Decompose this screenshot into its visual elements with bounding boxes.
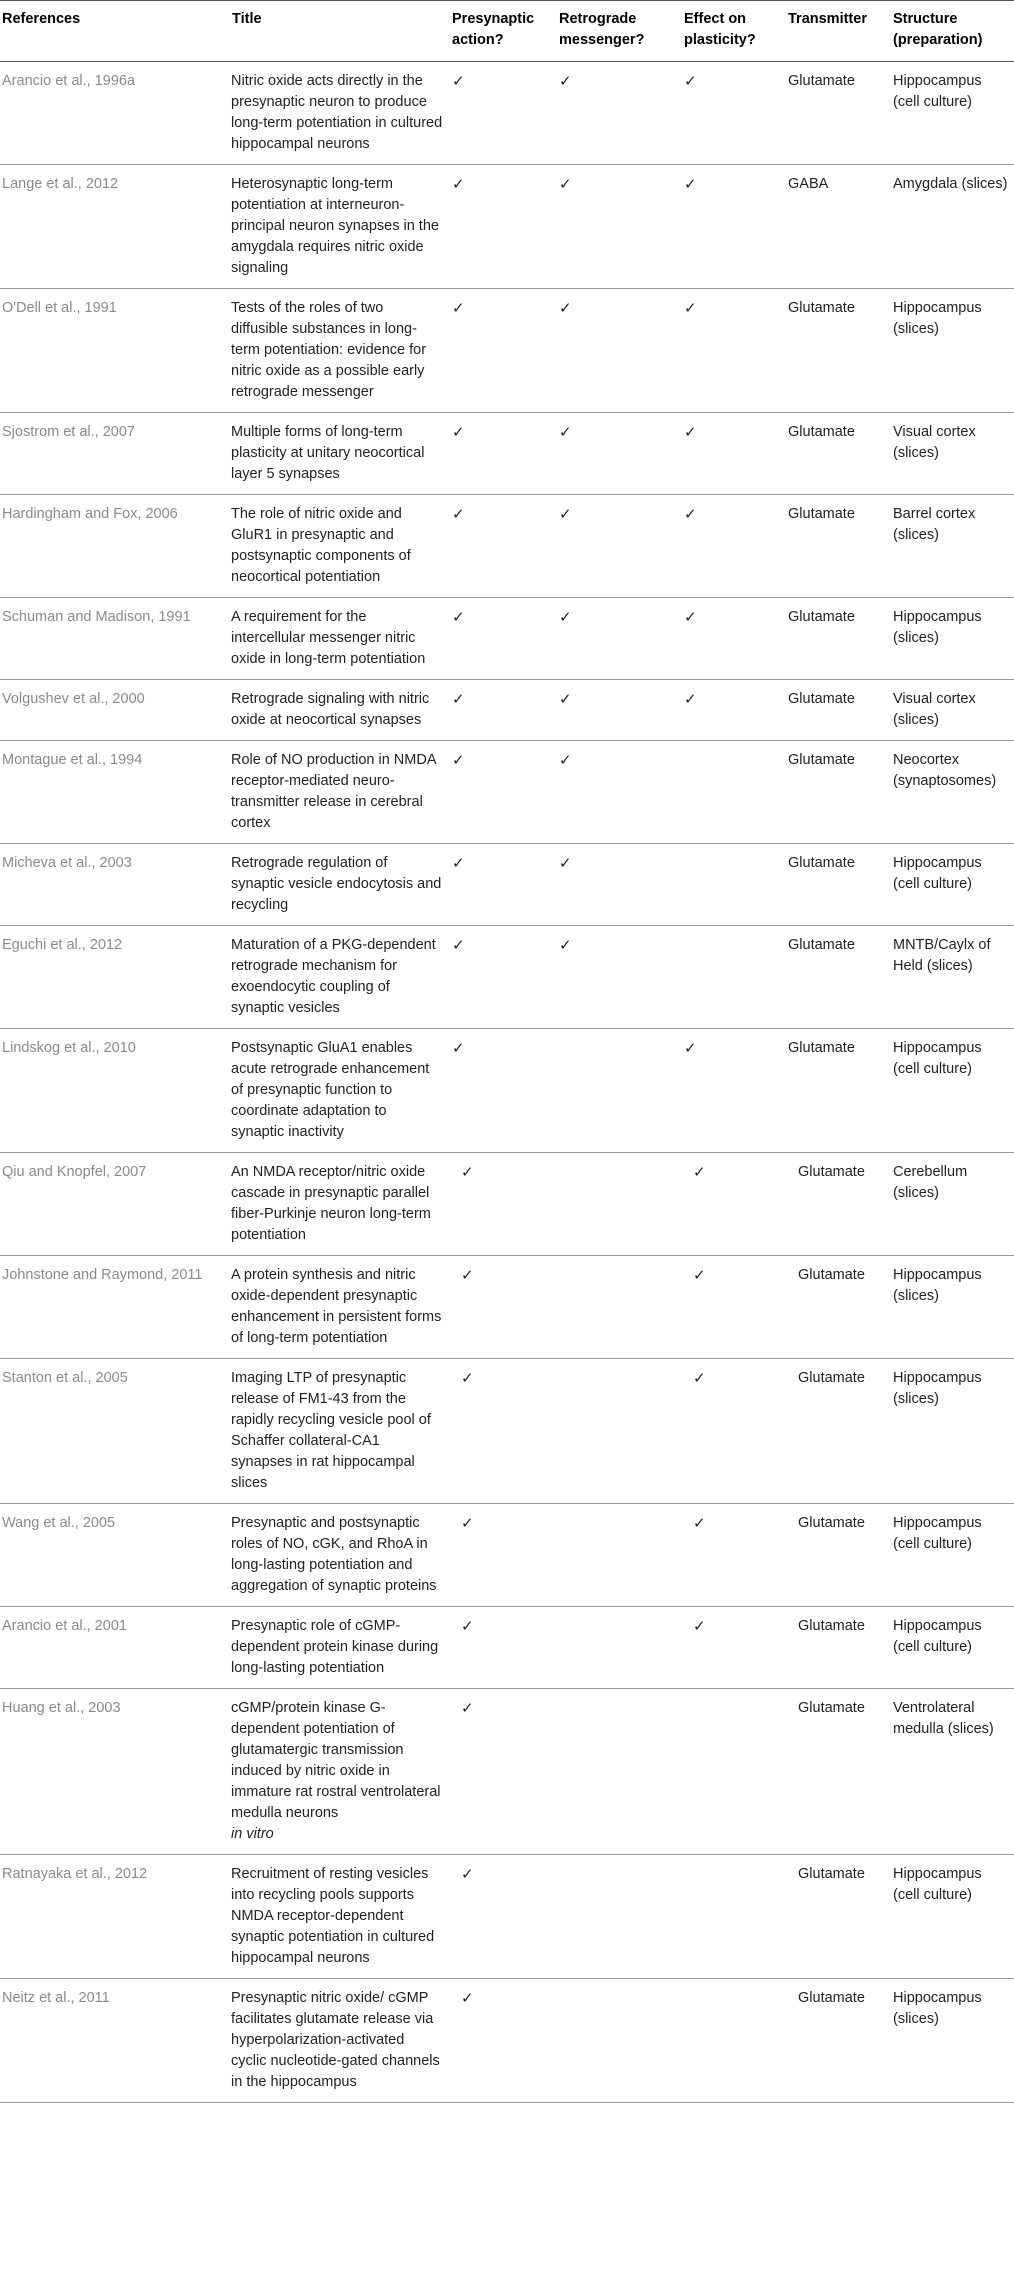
- reference-text: Huang et al., 2003: [2, 1700, 121, 1716]
- header-transmitter: Transmitter: [785, 1, 890, 62]
- title-text: Presynaptic nitric oxide/ cGMP facilitates glutamate release via hyperpolarization-activated cyclic nucleotide-gated channels in the hippocampus: [231, 1990, 440, 2090]
- transmitter-cell: [785, 1979, 890, 2103]
- header-presynaptic: Presynaptic action?: [449, 1, 556, 62]
- structure-text: Hippocampus (slices): [893, 609, 982, 646]
- reference-text: Arancio et al., 2001: [2, 1618, 127, 1634]
- reference-text: O'Dell et al., 1991: [2, 300, 117, 316]
- retrograde-check-cell: [556, 1256, 681, 1359]
- retrograde-check-cell: [556, 1359, 681, 1504]
- retrograde-check-cell: [556, 62, 681, 165]
- structure-cell: [890, 289, 1014, 413]
- title-cell: [229, 1979, 449, 2103]
- title-cell: [229, 741, 449, 844]
- plasticity-check-cell: [681, 1359, 785, 1504]
- reference-cell: [0, 62, 229, 165]
- title-cell: [229, 598, 449, 680]
- structure-cell: [890, 1504, 1014, 1607]
- title-cell: [229, 680, 449, 741]
- table-body: [0, 62, 1014, 2103]
- retrograde-check-text: ✓: [559, 505, 572, 523]
- header-references: References: [0, 1, 229, 62]
- transmitter-cell: [785, 1689, 890, 1855]
- presynaptic-check-cell: [449, 1855, 556, 1979]
- table-row: [0, 165, 1014, 289]
- structure-text: Hippocampus (cell culture): [893, 855, 982, 892]
- presynaptic-check-cell: [449, 289, 556, 413]
- title-cell: [229, 165, 449, 289]
- plasticity-check-text: ✓: [684, 175, 697, 193]
- presynaptic-check-cell: [449, 165, 556, 289]
- reference-text: Sjostrom et al., 2007: [2, 424, 135, 440]
- presynaptic-check-cell: [449, 1979, 556, 2103]
- plasticity-check-cell: [681, 1855, 785, 1979]
- plasticity-check-cell: [681, 1689, 785, 1855]
- title-cell: [229, 413, 449, 495]
- transmitter-text: GABA: [788, 176, 829, 192]
- title-cell: [229, 1153, 449, 1256]
- structure-text: MNTB/Caylx of Held (slices): [893, 937, 991, 974]
- presynaptic-check-cell: [449, 413, 556, 495]
- title-italic-text: in vitro: [231, 1826, 274, 1842]
- presynaptic-check-text: ✓: [461, 1989, 474, 2007]
- plasticity-check-cell: [681, 1979, 785, 2103]
- retrograde-check-cell: [556, 289, 681, 413]
- table-header: [0, 1, 1014, 62]
- title-text: Tests of the roles of two diffusible substances in long-term potentiation: evidence for nitric oxide as a possible early retrograde messenger: [231, 300, 427, 400]
- retrograde-check-text: ✓: [559, 423, 572, 441]
- structure-text: Hippocampus (cell culture): [893, 1515, 982, 1552]
- reference-cell: [0, 1029, 229, 1153]
- plasticity-check-text: ✓: [684, 299, 697, 317]
- transmitter-text: Glutamate: [788, 300, 855, 316]
- transmitter-cell: [785, 598, 890, 680]
- title-text: A requirement for the intercellular messenger nitric oxide in long-term potentiation: [231, 609, 426, 667]
- plasticity-check-text: ✓: [684, 690, 697, 708]
- structure-text: Hippocampus (cell culture): [893, 1618, 982, 1655]
- retrograde-check-text: ✓: [559, 175, 572, 193]
- retrograde-check-cell: [556, 1504, 681, 1607]
- retrograde-check-cell: [556, 1979, 681, 2103]
- presynaptic-check-text: ✓: [452, 299, 465, 317]
- title-text: Recruitment of resting vesicles into recycling pools supports NMDA receptor-dependent synaptic potentiation in cultured hippocampal neurons: [231, 1866, 435, 1966]
- plasticity-check-text: ✓: [684, 1039, 697, 1057]
- header-title: Title: [229, 1, 449, 62]
- transmitter-text: Glutamate: [798, 1618, 865, 1634]
- transmitter-text: Glutamate: [788, 752, 855, 768]
- title-text: A protein synthesis and nitric oxide-dependent presynaptic enhancement in persistent forms of long-term potentiation: [231, 1267, 442, 1346]
- title-text: Retrograde signaling with nitric oxide at neocortical synapses: [231, 691, 430, 728]
- title-cell: [229, 1855, 449, 1979]
- presynaptic-check-cell: [449, 1504, 556, 1607]
- title-cell: [229, 1029, 449, 1153]
- transmitter-text: Glutamate: [788, 609, 855, 625]
- transmitter-cell: [785, 165, 890, 289]
- presynaptic-check-text: ✓: [452, 1039, 465, 1057]
- transmitter-text: Glutamate: [798, 1990, 865, 2006]
- presynaptic-check-text: ✓: [461, 1266, 474, 1284]
- plasticity-check-text: ✓: [693, 1617, 706, 1635]
- plasticity-check-text: ✓: [693, 1266, 706, 1284]
- title-text: cGMP/protein kinase G-dependent potentiation of glutamatergic transmission induced by nitric oxide in immature rat rostral ventrolateral medulla neurons: [231, 1700, 441, 1821]
- title-cell: [229, 1607, 449, 1689]
- transmitter-cell: [785, 1256, 890, 1359]
- transmitter-cell: [785, 1504, 890, 1607]
- retrograde-check-cell: [556, 741, 681, 844]
- structure-cell: [890, 413, 1014, 495]
- structure-cell: [890, 1607, 1014, 1689]
- plasticity-check-text: ✓: [684, 72, 697, 90]
- plasticity-check-text: ✓: [693, 1163, 706, 1181]
- title-text: Role of NO production in NMDA receptor-mediated neuro-transmitter release in cerebral cortex: [231, 752, 436, 831]
- retrograde-check-cell: [556, 598, 681, 680]
- presynaptic-check-text: ✓: [452, 505, 465, 523]
- plasticity-check-cell: [681, 1029, 785, 1153]
- retrograde-check-text: ✓: [559, 690, 572, 708]
- structure-cell: [890, 741, 1014, 844]
- retrograde-check-text: ✓: [559, 608, 572, 626]
- presynaptic-check-text: ✓: [461, 1699, 474, 1717]
- structure-text: Amygdala (slices): [893, 176, 1008, 192]
- presynaptic-check-cell: [449, 62, 556, 165]
- table-row: [0, 844, 1014, 926]
- presynaptic-check-cell: [449, 741, 556, 844]
- structure-text: Hippocampus (cell culture): [893, 1866, 982, 1903]
- presynaptic-check-cell: [449, 1607, 556, 1689]
- presynaptic-check-text: ✓: [452, 72, 465, 90]
- reference-cell: [0, 1256, 229, 1359]
- retrograde-check-cell: [556, 495, 681, 598]
- transmitter-cell: [785, 1607, 890, 1689]
- transmitter-cell: [785, 62, 890, 165]
- transmitter-cell: [785, 844, 890, 926]
- table-row: [0, 1153, 1014, 1256]
- presynaptic-check-text: ✓: [461, 1369, 474, 1387]
- reference-cell: [0, 926, 229, 1029]
- reference-text: Arancio et al., 1996a: [2, 73, 136, 89]
- structure-cell: [890, 62, 1014, 165]
- reference-cell: [0, 495, 229, 598]
- retrograde-check-cell: [556, 680, 681, 741]
- retrograde-check-text: ✓: [559, 854, 572, 872]
- reference-cell: [0, 413, 229, 495]
- presynaptic-check-text: ✓: [461, 1865, 474, 1883]
- reference-cell: [0, 844, 229, 926]
- table-row: [0, 1689, 1014, 1855]
- reference-cell: [0, 1153, 229, 1256]
- title-cell: [229, 1689, 449, 1855]
- transmitter-text: Glutamate: [798, 1370, 865, 1386]
- transmitter-text: Glutamate: [788, 1040, 855, 1056]
- title-cell: [229, 1256, 449, 1359]
- retrograde-check-text: ✓: [559, 299, 572, 317]
- transmitter-text: Glutamate: [788, 506, 855, 522]
- plasticity-check-cell: [681, 680, 785, 741]
- reference-text: Stanton et al., 2005: [2, 1370, 128, 1386]
- structure-text: Ventrolateral medulla (slices): [893, 1700, 994, 1737]
- title-cell: [229, 495, 449, 598]
- header-row: [0, 1, 1014, 62]
- retrograde-check-cell: [556, 413, 681, 495]
- table-row: [0, 289, 1014, 413]
- presynaptic-check-text: ✓: [461, 1617, 474, 1635]
- structure-cell: [890, 1689, 1014, 1855]
- title-text: Multiple forms of long-term plasticity at unitary neocortical layer 5 synapses: [231, 424, 425, 482]
- presynaptic-check-cell: [449, 926, 556, 1029]
- title-cell: [229, 1504, 449, 1607]
- reference-text: Wang et al., 2005: [2, 1515, 116, 1531]
- structure-text: Hippocampus (cell culture): [893, 73, 982, 110]
- presynaptic-check-cell: [449, 598, 556, 680]
- transmitter-text: Glutamate: [798, 1866, 865, 1882]
- plasticity-check-cell: [681, 598, 785, 680]
- table-row: [0, 741, 1014, 844]
- reference-cell: [0, 598, 229, 680]
- transmitter-cell: [785, 289, 890, 413]
- presynaptic-check-text: ✓: [452, 175, 465, 193]
- reference-text: Lange et al., 2012: [2, 176, 119, 192]
- reference-cell: [0, 680, 229, 741]
- reference-text: Johnstone and Raymond, 2011: [2, 1267, 203, 1283]
- structure-text: Hippocampus (slices): [893, 1990, 982, 2027]
- retrograde-check-cell: [556, 165, 681, 289]
- title-cell: [229, 62, 449, 165]
- table-row: [0, 1256, 1014, 1359]
- plasticity-check-text: ✓: [693, 1369, 706, 1387]
- title-text: Postsynaptic GluA1 enables acute retrograde enhancement of presynaptic function to coordinate adaptation to synaptic inactivity: [231, 1040, 430, 1140]
- presynaptic-check-text: ✓: [452, 936, 465, 954]
- transmitter-cell: [785, 413, 890, 495]
- header-structure: Structure (preparation): [890, 1, 1014, 62]
- reference-text: Lindskog et al., 2010: [2, 1040, 136, 1056]
- structure-cell: [890, 1979, 1014, 2103]
- presynaptic-check-text: ✓: [452, 854, 465, 872]
- title-text: An NMDA receptor/nitric oxide cascade in presynaptic parallel fiber-Purkinje neuron long-term potentiation: [231, 1164, 431, 1243]
- table-row: [0, 495, 1014, 598]
- presynaptic-check-cell: [449, 1256, 556, 1359]
- plasticity-check-cell: [681, 1504, 785, 1607]
- table-row: [0, 413, 1014, 495]
- structure-text: Visual cortex (slices): [893, 691, 976, 728]
- plasticity-check-cell: [681, 413, 785, 495]
- reference-text: Neitz et al., 2011: [2, 1990, 110, 2006]
- reference-cell: [0, 289, 229, 413]
- transmitter-text: Glutamate: [798, 1164, 865, 1180]
- structure-cell: [890, 1029, 1014, 1153]
- structure-cell: [890, 1256, 1014, 1359]
- title-cell: [229, 844, 449, 926]
- reference-text: Qiu and Knopfel, 2007: [2, 1164, 147, 1180]
- structure-cell: [890, 1359, 1014, 1504]
- title-text: Heterosynaptic long-term potentiation at interneuron-principal neuron synapses in the amygdala requires nitric oxide signaling: [231, 176, 439, 276]
- transmitter-text: Glutamate: [798, 1267, 865, 1283]
- structure-text: Neocortex (synaptosomes): [893, 752, 997, 789]
- retrograde-check-cell: [556, 1855, 681, 1979]
- title-text: Imaging LTP of presynaptic release of FM1-43 from the rapidly recycling vesicle pool of Schaffer collateral-CA1 synapses in rat hippocampal slices: [231, 1370, 431, 1491]
- presynaptic-check-text: ✓: [452, 751, 465, 769]
- table-row: [0, 1979, 1014, 2103]
- structure-cell: [890, 165, 1014, 289]
- reference-cell: [0, 165, 229, 289]
- transmitter-text: Glutamate: [788, 937, 855, 953]
- transmitter-cell: [785, 926, 890, 1029]
- structure-cell: [890, 844, 1014, 926]
- table-row: [0, 680, 1014, 741]
- reference-cell: [0, 1607, 229, 1689]
- plasticity-check-text: ✓: [684, 608, 697, 626]
- title-text: The role of nitric oxide and GluR1 in presynaptic and postsynaptic components of neocortical potentiation: [231, 506, 411, 585]
- reference-text: Micheva et al., 2003: [2, 855, 132, 871]
- retrograde-check-cell: [556, 1153, 681, 1256]
- retrograde-check-text: ✓: [559, 936, 572, 954]
- retrograde-check-cell: [556, 1029, 681, 1153]
- presynaptic-check-text: ✓: [452, 608, 465, 626]
- transmitter-text: Glutamate: [788, 691, 855, 707]
- reference-text: Eguchi et al., 2012: [2, 937, 123, 953]
- retrograde-check-text: ✓: [559, 751, 572, 769]
- title-text: Maturation of a PKG-dependent retrograde mechanism for exoendocytic coupling of synaptic vesicles: [231, 937, 436, 1016]
- table-row: [0, 598, 1014, 680]
- title-text: Presynaptic and postsynaptic roles of NO, cGK, and RhoA in long-lasting potentiation and aggregation of synaptic proteins: [231, 1515, 437, 1594]
- header-plasticity: Effect on plasticity?: [681, 1, 785, 62]
- transmitter-cell: [785, 1359, 890, 1504]
- plasticity-check-text: ✓: [693, 1514, 706, 1532]
- reference-text: Volgushev et al., 2000: [2, 691, 145, 707]
- structure-text: Hippocampus (slices): [893, 1370, 982, 1407]
- reference-cell: [0, 741, 229, 844]
- presynaptic-check-cell: [449, 844, 556, 926]
- plasticity-check-cell: [681, 495, 785, 598]
- retrograde-check-text: ✓: [559, 72, 572, 90]
- plasticity-check-cell: [681, 844, 785, 926]
- transmitter-text: Glutamate: [788, 424, 855, 440]
- presynaptic-check-text: ✓: [461, 1163, 474, 1181]
- table-row: [0, 1504, 1014, 1607]
- plasticity-check-cell: [681, 1153, 785, 1256]
- transmitter-cell: [785, 1153, 890, 1256]
- plasticity-check-cell: [681, 741, 785, 844]
- title-text: Nitric oxide acts directly in the presynaptic neuron to produce long-term potentiation in cultured hippocampal neurons: [231, 73, 443, 152]
- structure-text: Visual cortex (slices): [893, 424, 976, 461]
- table-row: [0, 1029, 1014, 1153]
- reference-cell: [0, 1359, 229, 1504]
- structure-cell: [890, 926, 1014, 1029]
- reference-text: Hardingham and Fox, 2006: [2, 506, 178, 522]
- transmitter-cell: [785, 1029, 890, 1153]
- retrograde-check-cell: [556, 1607, 681, 1689]
- plasticity-check-cell: [681, 62, 785, 165]
- presynaptic-check-text: ✓: [461, 1514, 474, 1532]
- structure-cell: [890, 495, 1014, 598]
- title-cell: [229, 289, 449, 413]
- reference-cell: [0, 1689, 229, 1855]
- reference-cell: [0, 1504, 229, 1607]
- transmitter-cell: [785, 1855, 890, 1979]
- reference-text: Montague et al., 1994: [2, 752, 143, 768]
- plasticity-check-text: ✓: [684, 423, 697, 441]
- title-cell: [229, 926, 449, 1029]
- transmitter-text: Glutamate: [798, 1515, 865, 1531]
- structure-cell: [890, 1855, 1014, 1979]
- retrograde-check-cell: [556, 926, 681, 1029]
- structure-cell: [890, 1153, 1014, 1256]
- presynaptic-check-cell: [449, 1153, 556, 1256]
- plasticity-check-cell: [681, 289, 785, 413]
- table-row: [0, 926, 1014, 1029]
- transmitter-text: Glutamate: [788, 73, 855, 89]
- structure-text: Hippocampus (slices): [893, 300, 982, 337]
- reference-cell: [0, 1855, 229, 1979]
- plasticity-check-cell: [681, 1607, 785, 1689]
- plasticity-check-cell: [681, 926, 785, 1029]
- transmitter-text: Glutamate: [798, 1700, 865, 1716]
- presynaptic-check-cell: [449, 495, 556, 598]
- reference-text: Ratnayaka et al., 2012: [2, 1866, 148, 1882]
- presynaptic-check-cell: [449, 1359, 556, 1504]
- plasticity-check-cell: [681, 1256, 785, 1359]
- retrograde-check-cell: [556, 844, 681, 926]
- structure-text: Cerebellum (slices): [893, 1164, 968, 1201]
- title-text: Presynaptic role of cGMP-dependent protein kinase during long-lasting potentiation: [231, 1618, 439, 1676]
- reference-text: Schuman and Madison, 1991: [2, 609, 191, 625]
- presynaptic-check-text: ✓: [452, 423, 465, 441]
- reference-cell: [0, 1979, 229, 2103]
- presynaptic-check-cell: [449, 1029, 556, 1153]
- table-row: [0, 1855, 1014, 1979]
- presynaptic-check-cell: [449, 1689, 556, 1855]
- retrograde-check-cell: [556, 1689, 681, 1855]
- table-row: [0, 1359, 1014, 1504]
- presynaptic-check-text: ✓: [452, 690, 465, 708]
- structure-text: Hippocampus (cell culture): [893, 1040, 982, 1077]
- transmitter-cell: [785, 495, 890, 598]
- transmitter-cell: [785, 741, 890, 844]
- table-row: [0, 1607, 1014, 1689]
- title-text: Retrograde regulation of synaptic vesicle endocytosis and recycling: [231, 855, 442, 913]
- plasticity-check-text: ✓: [684, 505, 697, 523]
- structure-cell: [890, 598, 1014, 680]
- title-cell: [229, 1359, 449, 1504]
- structure-text: Hippocampus (slices): [893, 1267, 982, 1304]
- structure-cell: [890, 680, 1014, 741]
- structure-text: Barrel cortex (slices): [893, 506, 976, 543]
- presynaptic-check-cell: [449, 680, 556, 741]
- plasticity-check-cell: [681, 165, 785, 289]
- transmitter-cell: [785, 680, 890, 741]
- transmitter-text: Glutamate: [788, 855, 855, 871]
- header-retrograde: Retrograde messenger?: [556, 1, 681, 62]
- table-row: [0, 62, 1014, 165]
